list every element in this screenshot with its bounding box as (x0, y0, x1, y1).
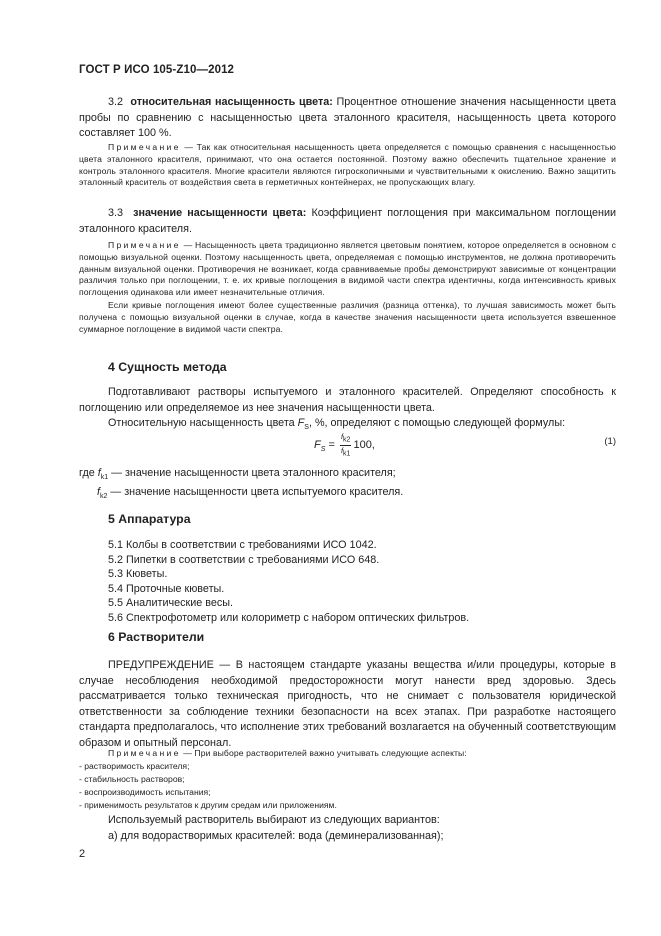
list-item: 5.6 Спектрофотометр или колориметр с набором оптических фильтров. (108, 611, 470, 624)
formula: $F_S$ = $\frac{f_{k2}}{f_{k1}}$ 100, (314, 432, 375, 457)
list-item: - воспроизводимость испытания; (79, 786, 211, 797)
note-3-3: Примечание — Насыщенность цвета традиционно является цветовым понятием, которое определяется в основном с помощью визуальной оценки. Поэтому насыщенность цвета, определяемая с помощью инструментов, не должна противоречить данным визуальной оценки. Противоречия не возникает, когда сравниваемые пробы демонстрируют зависимые от концентрации различия только при поглощении, т. е. их кривые поглощения в видимой части спектра идентичны, когда интенсивность кривых поглощения одинакова или имеет незначительные отличия. Если кривые поглощения имеют более существенные различия (разница оттенка), то лучшая зависимость может быть получена с помощью визуальной оценки в случае, когда в качестве значения насыщенности цвета используется взвешенное суммарное поглощение в видимой части спектра. (79, 240, 616, 334)
standard-header: ГОСТ Р ИСО 105-Z10—2012 (79, 64, 235, 76)
solvent-variants: Используемый растворитель выбирают из следующих вариантов: а) для водорастворимых красителей: вода (деминерализованная); (108, 814, 444, 842)
formula-number: (1) (604, 436, 616, 447)
apparatus-list (79, 538, 616, 626)
section-5 (79, 512, 616, 526)
section-3-3 (79, 206, 616, 237)
list-item: 5.2 Пипетки в соответствии с требованиями ИСО 648. (108, 553, 380, 566)
section-4-body (79, 385, 616, 436)
section-4-heading: 4 Сущность метода (108, 360, 227, 374)
note-label: Примечание (108, 240, 181, 250)
term-3-3: значение насыщенности цвета: (133, 207, 307, 219)
list-item: - растворимость красителя; (79, 760, 190, 771)
section-6-heading: 6 Растворители (108, 630, 205, 644)
section-4 (79, 360, 616, 374)
formula-fraction: $\frac{f_{k2}}{f_{k1}}$ (340, 432, 351, 457)
where-1: где $f_{k1}$ — значение насыщенности цвета эталонного красителя; (79, 467, 396, 482)
warning: ПРЕДУПРЕЖДЕНИЕ — В настоящем стандарте указаны вещества и/или процедуры, которые в случае несоблюдения необходимой предосторожности могут нанести вред здоровью. Здесь рассматривается только техническая пригодность, что не снимает с пользователя юридической ответственности за соблюдение техники безопасности на всех этапах. При разработке настоящего стандарта предполагалось, что исполнение этих требований возлагается на обученный соответствующим образом и опытный персонал. (79, 659, 616, 749)
list-item: 5.3 Кюветы. (108, 568, 168, 581)
section-4-para1: Подготавливают растворы испытуемого и эталонного красителей. Определяют способность к поглощению или определяемое из нее значения насыщенности цвета. (79, 386, 616, 414)
section-3-2 (79, 95, 616, 142)
formula-row (79, 430, 616, 460)
where-2: $f_{k2}$ — значение насыщенности цвета испытуемого красителя. (97, 486, 404, 501)
list-item: 5.4 Проточные кюветы. (108, 582, 225, 595)
list-item: - применимость результатов к другим средам или приложениям. (79, 799, 337, 810)
note-3-3-para2: Если кривые поглощения имеют более существенные различия (разница оттенка), то лучшая зависимость может быть получена с помощью визуальной оценки в случае, когда в качестве значения насыщенности цвета используется взвешенное суммарное поглощение в видимой части спектра. (79, 299, 616, 334)
term-3-2: относительная насыщенность цвета: (130, 96, 333, 108)
note-label: Примечание (108, 142, 181, 152)
section-6 (79, 630, 616, 644)
list-item: - стабильность растворов; (79, 773, 185, 784)
section-4-para2: Относительную насыщенность цвета $F_S$, %, определяют с помощью следующей формулы: (108, 417, 566, 432)
note-label: Примечание (108, 748, 181, 758)
list-item: 5.5 Аналитические весы. (108, 597, 234, 610)
note-6: Примечание — При выборе растворителей важно учитывать следующие аспекты: - растворимость красителя; - стабильность растворов; - воспроизводимость испытания; - применимость результатов к другим средам или приложениям. (79, 748, 616, 812)
note-3-2: Примечание — Так как относительная насыщенность цвета определяется с помощью сравнения с насыщенностью цвета эталонного красителя, принимают, что она остается постоянной. Поэтому важно обеспечить тщательное хранение и контроль эталонного красителя. Многие красители являются гигроскопичными и чувствительными к окислению. Важно защитить эталонный краситель от воздействия света в герметичных контейнерах, не пропускающих влагу. (79, 142, 616, 188)
page-number: 2 (79, 848, 86, 860)
list-item: 5.1 Колбы в соответствии с требованиями ИСО 1042. (108, 539, 377, 551)
definition-3-2: 3.2 относительная насыщенность цвета: Процентное отношение значения насыщенности цвета пробы по сравнению с насыщенностью цвета эталонного красителя, насыщенность цвета которого составляет 100 %. (79, 96, 617, 140)
definition-3-3: 3.3 значение насыщенности цвета: Коэффициент поглощения при максимальном поглощении эталонного красителя. (79, 207, 617, 235)
section-5-heading: 5 Аппаратура (108, 512, 191, 526)
